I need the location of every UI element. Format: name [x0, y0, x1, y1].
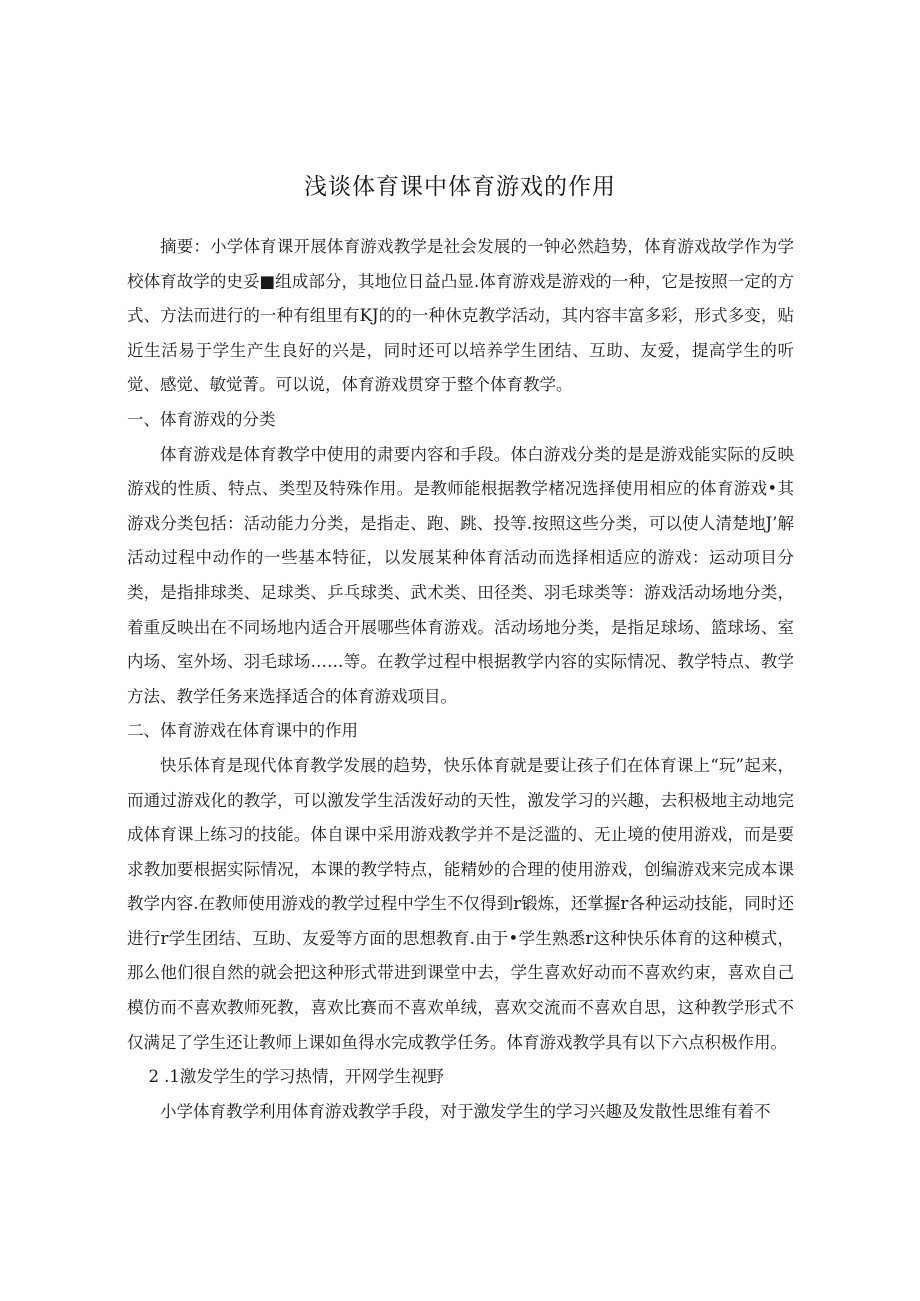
abstract-paragraph: 摘要：小学体育课开展体育游戏教学是社会发展的一钟必然趋势，体育游戏故学作为学校体育故学的史妥■组成部分，其地位日益凸显.体育游戏是游戏的一种，它是按照一定的方式、方法而进行的一种有组里有KJ的的一种休克教学活动，其内容丰富多彩，形式多变，贴近生活易于学生产生良好的兴是，同时还可以培养学生团结、互助、友爱，提高学生的听觉、感觉、敏觉菁。可以说，体育游戏贯穿于整个体育教学。	[127, 237, 794, 395]
document-title: 浅谈体育课中体育游戏的作用	[304, 174, 616, 200]
subsection-2-1-paragraph: 小学体育教学利用体育游戏教学手段，对于激发学生的学习兴趣及发散性思维有着不	[160, 1101, 771, 1121]
section-heading-1: 一、体育游戏的分类	[127, 409, 276, 429]
document-body	[127, 230, 794, 1129]
section-1-paragraph: 体育游戏是体育教学中使用的肃要内容和手段。体白游戏分类的是是游戏能实际的反映游戏的性质、特点、类型及特殊作用。是教师能根据教学楮况选择使用相应的体育游戏•其游戏分类包括：活动能力分类，是指走、跑、跳、投等.按照这些分类，可以使人清楚地J’解活动过程中动作的一些基本特征，以发展某种体育活动而选择相适应的游戏：运动项目分类，是指排球类、足球类、乒乓球类、武术类、田径类、羽毛球类等：游戏活动场地分类，着重反映出在不同场地内适合开展哪些体育游戏。活动场地分类，是指足球场、篮球场、室内场、室外场、羽毛球场……等。在教学过程中根据教学内容的实际情况、教学特点、教学方法、教学任务来选择适合的体育游戏项目。	[127, 444, 794, 706]
section-heading-2: 二、体育游戏在体育课中的作用	[127, 721, 358, 741]
section-2-paragraph: 快乐体育是现代体育教学发展的趋势，快乐体育就是要让孩子们在体育课上“玩”起来，而通过游戏化的教学，可以激发学生活泼好动的天性，激发学习的兴趣，去积极地主动地完成体育课上练习的技能。体自课中采用游戏教学并不是泛滥的、无止境的使用游戏，而是要求教加要根据实际情况，本课的教学特点，能精妙的合理的使用游戏，创编游戏来完成本课教学内容.在教师使用游戏的教学过程中学生不仅得到r锻炼，还掌握r各种运动技能，同时还进行r学生团结、互助、友爱等方面的思想教育.由于•学生熟悉r这种快乐体育的这种模式，那么他们很自然的就会把这种形式带进到课堂中去，学生喜欢好动而不喜欢约束，喜欢自己模仿而不喜欢教师死教，喜欢比赛而不喜欢单绒，喜欢交流而不喜欢自思，这种教学形式不仅满足了学生还让教师上课如鱼得水完成教学任务。体育游戏教学具有以下六点积极作用。	[127, 755, 794, 1052]
subsection-heading-2-1: 2 .1激发学生的学习热情，开网学生视野	[148, 1067, 444, 1087]
